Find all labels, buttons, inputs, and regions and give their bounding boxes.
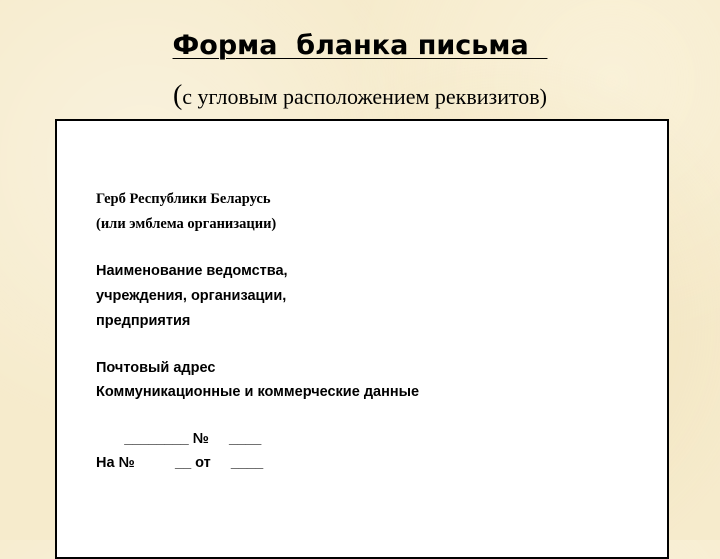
organization-line-1: Наименование ведомства, bbox=[96, 263, 288, 279]
slide-title: Форма бланка письма bbox=[172, 30, 548, 61]
emblem-line-1: Герб Республики Беларусь bbox=[96, 191, 271, 207]
organization-line-2: учреждения, организации, bbox=[96, 288, 287, 304]
communication-data-line: Коммуникационные и коммерческие данные bbox=[96, 384, 420, 400]
letterhead-form-frame bbox=[55, 119, 669, 559]
emblem-line-2: (или эмблема организации) bbox=[96, 216, 277, 232]
postal-address-line: Почтовый адрес bbox=[96, 360, 216, 376]
outgoing-number-line: ________ № ____ bbox=[96, 431, 262, 447]
reference-number-line: На № __ от ____ bbox=[96, 455, 264, 471]
subtitle-open-paren: ( bbox=[172, 80, 183, 111]
subtitle-text: с угловым расположением реквизитов) bbox=[182, 84, 548, 109]
slide-subtitle bbox=[0, 80, 720, 112]
organization-line-3: предприятия bbox=[96, 313, 191, 329]
